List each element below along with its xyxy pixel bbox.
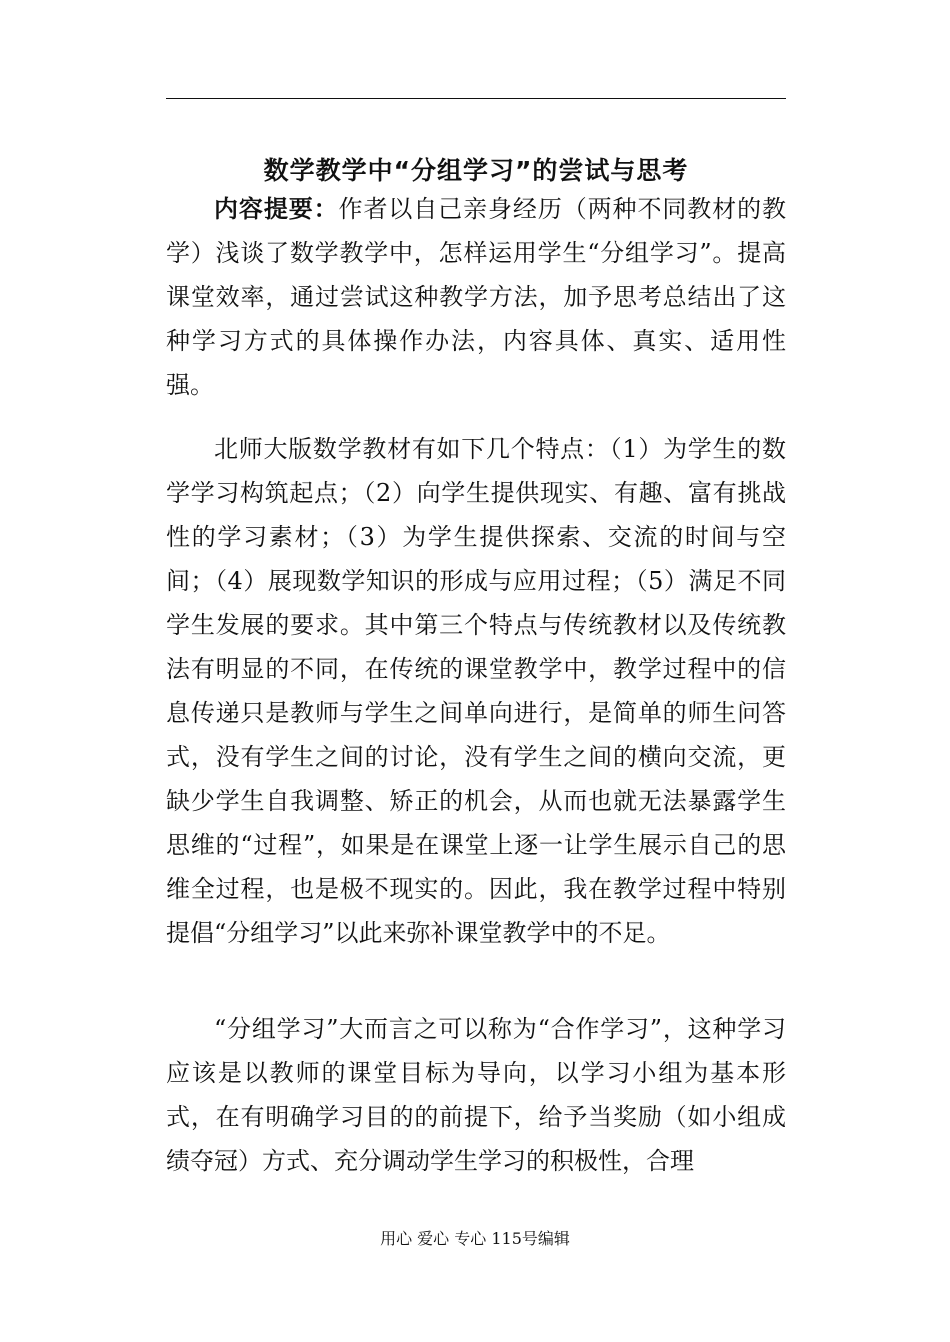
abstract-label: 内容提要： — [214, 195, 339, 223]
body-paragraph-2: “分组学习”大而言之可以称为“合作学习”，这种学习应该是以教师的课堂目标为导向，以学习小组为基本形式，在有明确学习目的的前提下，给予当奖励（如小组成绩夺冠）方式、充分调动学生学习的积极性，合理 — [166, 1015, 786, 1175]
header-rule — [166, 98, 786, 99]
page-title: 数学教学中“分组学习”的尝试与思考 — [263, 155, 689, 185]
abstract-text: 作者以自己亲身经历（两种不同教材的教学）浅谈了数学教学中，怎样运用学生“分组学习”。提高课堂效率，通过尝试这种教学方法，加予思考总结出了这种学习方式的具体操作办法，内容具体、真实、适用性强。 — [166, 195, 787, 399]
page-footer: 用心 爱心 专心 115号编辑 — [380, 1229, 570, 1248]
abstract-paragraph — [166, 187, 786, 407]
body-paragraph-1: 北师大版数学教材有如下几个特点：（1）为学生的数学学习构筑起点；（2）向学生提供现实、有趣、富有挑战性的学习素材；（3）为学生提供探索、交流的时间与空间；（4）展现数学知识的形成与应用过程；（5）满足不同学生发展的要求。其中第三个特点与传统教材以及传统教法有明显的不同，在传统的课堂教学中，教学过程中的信息传递只是教师与学生之间单向进行，是简单的师生问答式，没有学生之间的讨论，没有学生之间的横向交流，更缺少学生自我调整、矫正的机会，从而也就无法暴露学生思维的“过程”，如果是在课堂上逐一让学生展示自己的思维全过程，也是极不现实的。因此，我在教学过程中特别提倡“分组学习”以此来弥补课堂教学中的不足。 — [166, 435, 786, 947]
